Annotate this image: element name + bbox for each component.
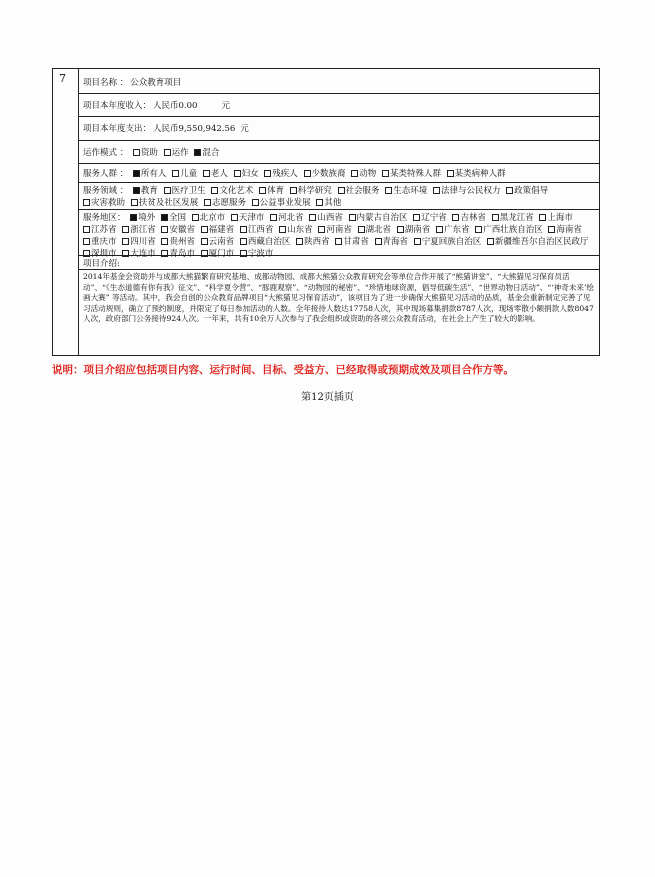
regions-option[interactable] [130, 213, 155, 223]
people-option[interactable] [351, 169, 376, 179]
service-field-label: 服务领域 ： [83, 186, 129, 196]
checkbox-icon[interactable] [211, 187, 218, 194]
checkbox-icon[interactable] [452, 214, 459, 221]
fields-option-label: 政策倡导 [514, 186, 549, 196]
people-option[interactable] [264, 169, 298, 179]
regions-option-label: 西藏自治区 [247, 237, 291, 247]
fields-option[interactable] [204, 198, 246, 208]
people-option[interactable] [234, 169, 259, 179]
people-option-label: 妇女 [241, 169, 259, 179]
regions-option-label: 宁波市 [247, 249, 274, 259]
regions-option-label: 青岛市 [169, 249, 195, 259]
regions-option-label: 厦门市 [208, 249, 235, 259]
checkbox-icon[interactable] [161, 238, 168, 245]
regions-option-label: 深圳市 [91, 249, 117, 259]
people-option-label: 残疾人 [272, 169, 298, 179]
note-text: 说明：项目介绍应包括项目内容、运行时间、目标、受益方、已经取得或预期成效及项目合作方等。 [52, 364, 514, 376]
checkbox-icon[interactable] [318, 226, 325, 233]
mode-option[interactable] [194, 148, 219, 158]
fields-option[interactable] [433, 186, 501, 196]
checkbox-icon[interactable] [338, 187, 345, 194]
expense-row [79, 117, 599, 141]
fields-option[interactable] [316, 198, 341, 208]
fields-option-label: 扶贫及社区发展 [138, 198, 199, 208]
checkbox-icon[interactable] [164, 149, 171, 156]
checkbox-icon[interactable] [304, 170, 311, 177]
regions-option[interactable] [270, 213, 304, 223]
checkbox-icon[interactable] [192, 214, 199, 221]
regions-option[interactable] [161, 213, 186, 223]
mode-option[interactable] [133, 148, 158, 158]
people-option-label: 某类病种人群 [454, 169, 506, 179]
income-unit: 元 [221, 101, 230, 111]
checkbox-icon[interactable] [201, 238, 208, 245]
checkbox-icon[interactable] [433, 187, 440, 194]
fields-option-label: 社会服务 [345, 186, 380, 196]
project-table [52, 68, 600, 356]
regions-option-label: 内蒙古自治区 [356, 213, 408, 223]
regions-option-label: 新疆维吾尔自治区民政厅 [494, 237, 589, 247]
people-option[interactable] [382, 169, 441, 179]
regions-option-label: 山东省 [287, 225, 313, 235]
regions-option-label: 安徽省 [169, 225, 195, 235]
regions-option[interactable] [161, 249, 195, 259]
checkbox-icon[interactable] [385, 187, 392, 194]
regions-option[interactable] [192, 213, 226, 223]
regions-option-label: 江西省 [247, 225, 274, 235]
regions-option-label: 大连市 [130, 249, 156, 259]
people-option[interactable] [172, 169, 197, 179]
regions-option[interactable] [231, 213, 265, 223]
checkbox-icon[interactable] [83, 238, 90, 245]
checkbox-icon[interactable] [122, 226, 129, 233]
checkbox-icon[interactable] [164, 187, 171, 194]
regions-option[interactable] [122, 225, 156, 235]
fields-option[interactable] [164, 186, 206, 196]
checkbox-icon[interactable] [351, 170, 358, 177]
checkbox-icon[interactable] [414, 238, 421, 245]
regions-option-label: 陕西省 [304, 237, 330, 247]
people-option-label: 所有人 [140, 169, 167, 179]
checkbox-icon[interactable] [316, 199, 323, 206]
checkbox-icon[interactable] [194, 149, 201, 156]
checkbox-icon[interactable] [259, 187, 266, 194]
checkbox-icon[interactable] [133, 170, 140, 177]
service-people-row [79, 164, 599, 183]
fields-option-label: 法律与公民权力 [440, 186, 501, 196]
fields-option-label: 科学研究 [297, 186, 332, 196]
fields-option-label: 医疗卫生 [171, 186, 206, 196]
regions-option[interactable] [240, 225, 274, 235]
project-name-label: 项目名称 ： [83, 78, 129, 88]
people-option[interactable] [304, 169, 346, 179]
service-field-options [83, 186, 551, 208]
checkbox-icon[interactable] [290, 187, 297, 194]
regions-option[interactable] [201, 249, 235, 259]
regions-option-label: 山西省 [317, 213, 343, 223]
row-number: 7 [53, 69, 79, 355]
regions-option-label: 浙江省 [130, 225, 156, 235]
mode-option-label: 运作 [171, 148, 189, 158]
regions-option-label: 境外 [138, 213, 156, 223]
checkbox-icon[interactable] [447, 170, 454, 177]
operation-mode-options [133, 148, 222, 158]
regions-option[interactable] [309, 213, 343, 223]
checkbox-icon[interactable] [358, 226, 365, 233]
regions-option-label: 全国 [168, 213, 186, 223]
checkbox-icon[interactable] [203, 170, 210, 177]
regions-option[interactable] [279, 225, 313, 235]
checkbox-icon[interactable] [279, 226, 286, 233]
checkbox-icon[interactable] [296, 238, 303, 245]
fields-option-label: 生态环境 [393, 186, 428, 196]
regions-option[interactable] [122, 249, 156, 259]
regions-option-label: 湖北省 [365, 225, 392, 235]
checkbox-icon[interactable] [436, 226, 443, 233]
income-row [79, 94, 599, 117]
fields-option-label: 公益事业发展 [259, 198, 311, 208]
checkbox-icon[interactable] [161, 250, 168, 257]
fields-option[interactable] [506, 186, 548, 196]
regions-option-label: 云南省 [208, 237, 235, 247]
project-name-value: 公众教育项目 [130, 78, 182, 88]
checkbox-icon[interactable] [413, 214, 420, 221]
fields-option[interactable] [259, 186, 284, 196]
checkbox-icon[interactable] [270, 214, 277, 221]
people-option-label: 某类特殊人群 [389, 169, 441, 179]
operation-mode-label: 运作模式 ： [83, 148, 129, 158]
regions-option[interactable] [335, 237, 369, 247]
checkbox-icon[interactable] [548, 226, 555, 233]
fields-option-label: 志愿服务 [211, 198, 246, 208]
regions-option[interactable] [475, 225, 543, 235]
regions-option-label: 湖南省 [404, 225, 431, 235]
checkbox-icon[interactable] [240, 238, 247, 245]
regions-option[interactable] [375, 237, 409, 247]
fields-option-label: 其他 [324, 198, 342, 208]
checkbox-icon[interactable] [201, 226, 208, 233]
fields-option[interactable] [83, 198, 125, 208]
checkbox-icon[interactable] [83, 226, 90, 233]
regions-option[interactable] [358, 225, 392, 235]
regions-option[interactable] [492, 213, 534, 223]
checkbox-icon[interactable] [122, 238, 129, 245]
checkbox-icon[interactable] [349, 214, 356, 221]
people-option[interactable] [447, 169, 506, 179]
checkbox-icon[interactable] [240, 250, 247, 257]
regions-option[interactable] [318, 225, 352, 235]
checkbox-icon[interactable] [309, 214, 316, 221]
regions-option[interactable] [414, 237, 482, 247]
fields-option[interactable] [133, 186, 158, 196]
checkbox-icon[interactable] [382, 170, 389, 177]
checkbox-icon[interactable] [375, 238, 382, 245]
checkbox-icon[interactable] [83, 199, 90, 206]
checkbox-icon[interactable] [133, 187, 140, 194]
intro-text: 2014年基金会资助并与成都大熊猫繁育研究基地、成都动物园、成都大熊猫公众教育研究会等单位合作开展了“熊猫讲堂”、“大熊猫见习保育员活动”、“《生态道德有你有我》征文”、“科学夏令营”、“豚鹿观察”、“动物园的秘密”、“珍惜地球资源，倡导低碳生活”、“世界动物日活动”、“‘神奇未来’绘画大赛” 等活动。其中，我会自创的公众教育品牌项目“大熊猫见习保育活动”，该项目为了进一步确保大熊猫见习活动的品质，基金会重新制定完善了见习活动规则，确立了预约制度，并限定了每日参加活动的人数。全年接待人数达17758人次，其中现场募集捐款8787人次，现场零散小额捐款人数8047人次，政府部门公务接待924人次。一年来，共有10余万人次参与了我会组织或资助的各项公众教育活动，在社会上产生了较大的影响。 [83, 272, 594, 323]
regions-option[interactable] [548, 225, 582, 235]
regions-option[interactable] [436, 225, 470, 235]
expense-value: 人民币9,550,942.56 [153, 124, 236, 134]
fields-option-label: 灾害救助 [91, 198, 126, 208]
checkbox-icon[interactable] [133, 149, 140, 156]
service-region-options [83, 213, 591, 259]
fields-option[interactable] [385, 186, 427, 196]
regions-option-label: 甘肃省 [343, 237, 369, 247]
fields-option[interactable] [252, 198, 311, 208]
regions-option-label: 辽宁省 [421, 213, 447, 223]
operation-mode-row [79, 141, 599, 164]
income-label: 项目本年度收入： [83, 101, 152, 111]
regions-option-label: 四川省 [130, 237, 156, 247]
service-people-options [133, 169, 509, 179]
expense-unit: 元 [240, 124, 249, 134]
fields-option[interactable] [290, 186, 332, 196]
checkbox-icon[interactable] [172, 170, 179, 177]
checkbox-icon[interactable] [506, 187, 513, 194]
regions-option-label: 广西壮族自治区 [483, 225, 543, 235]
regions-option-label: 福建省 [208, 225, 235, 235]
regions-option[interactable] [539, 213, 573, 223]
regions-option-label: 吉林省 [460, 213, 486, 223]
regions-option-label: 海南省 [556, 225, 582, 235]
regions-option[interactable] [83, 225, 117, 235]
regions-option[interactable] [487, 237, 589, 247]
regions-option-label: 天津市 [238, 213, 265, 223]
page-footer: 第12页插页 [301, 392, 354, 403]
regions-option-label: 江苏省 [91, 225, 117, 235]
checkbox-icon[interactable] [234, 170, 241, 177]
checkbox-icon[interactable] [335, 238, 342, 245]
regions-option-label: 重庆市 [91, 237, 117, 247]
regions-option[interactable] [349, 213, 408, 223]
regions-option-label: 河北省 [278, 213, 304, 223]
people-option-label: 动物 [359, 169, 377, 179]
regions-option-label: 上海市 [547, 213, 573, 223]
mode-option[interactable] [164, 148, 189, 158]
fields-option-label: 文化艺术 [219, 186, 254, 196]
service-region-row [79, 210, 599, 259]
checkbox-icon[interactable] [539, 214, 546, 221]
fields-option-label: 教育 [140, 186, 158, 196]
people-option-label: 老人 [210, 169, 228, 179]
checkbox-icon[interactable] [122, 250, 129, 257]
checkbox-icon[interactable] [161, 226, 168, 233]
people-option[interactable] [133, 169, 167, 179]
regions-option[interactable] [397, 225, 431, 235]
regions-option[interactable] [240, 237, 291, 247]
checkbox-icon[interactable] [492, 214, 499, 221]
project-name-row [79, 69, 599, 94]
regions-option[interactable] [122, 237, 156, 247]
checkbox-icon[interactable] [240, 226, 247, 233]
checkbox-icon[interactable] [264, 170, 271, 177]
mode-option-label: 资助 [140, 148, 158, 158]
regions-option[interactable] [161, 225, 195, 235]
income-value: 人民币0.00 [153, 101, 198, 111]
regions-option[interactable] [83, 237, 117, 247]
regions-option[interactable] [201, 237, 235, 247]
intro-text-row [79, 270, 599, 355]
checkbox-icon[interactable] [252, 199, 259, 206]
regions-option-label: 黑龙江省 [499, 213, 534, 223]
regions-option-label: 宁夏回族自治区 [421, 237, 482, 247]
regions-option-label: 河南省 [326, 225, 352, 235]
intro-label: 项目介绍: [83, 259, 120, 269]
checkbox-icon[interactable] [131, 199, 138, 206]
fields-option[interactable] [211, 186, 253, 196]
expense-label: 项目本年度支出： [83, 124, 152, 134]
checkbox-icon[interactable] [397, 226, 404, 233]
regions-option-label: 青海省 [382, 237, 409, 247]
mode-option-label: 混合 [202, 148, 220, 158]
checkbox-icon[interactable] [83, 250, 90, 257]
service-field-row [79, 183, 599, 210]
people-option[interactable] [203, 169, 228, 179]
fields-option-label: 体育 [267, 186, 285, 196]
checkbox-icon[interactable] [487, 238, 494, 245]
checkbox-icon[interactable] [231, 214, 238, 221]
project-details [79, 69, 599, 355]
checkbox-icon[interactable] [130, 214, 137, 221]
fields-option[interactable] [338, 186, 380, 196]
people-option-label: 少数族裔 [311, 169, 346, 179]
checkbox-icon[interactable] [204, 199, 211, 206]
regions-option[interactable] [452, 213, 486, 223]
regions-option[interactable] [240, 249, 274, 259]
regions-option[interactable] [161, 237, 195, 247]
regions-option-label: 北京市 [199, 213, 226, 223]
service-people-label: 服务人群 ： [83, 169, 129, 179]
regions-option-label: 广东省 [443, 225, 470, 235]
regions-option[interactable] [201, 225, 235, 235]
checkbox-icon[interactable] [475, 226, 482, 233]
fields-option[interactable] [131, 198, 199, 208]
regions-option[interactable] [296, 237, 330, 247]
service-region-label: 服务地区： [83, 213, 126, 223]
checkbox-icon[interactable] [201, 250, 208, 257]
regions-option[interactable] [413, 213, 447, 223]
checkbox-icon[interactable] [161, 214, 168, 221]
regions-option-label: 贵州省 [169, 237, 195, 247]
people-option-label: 儿童 [180, 169, 198, 179]
